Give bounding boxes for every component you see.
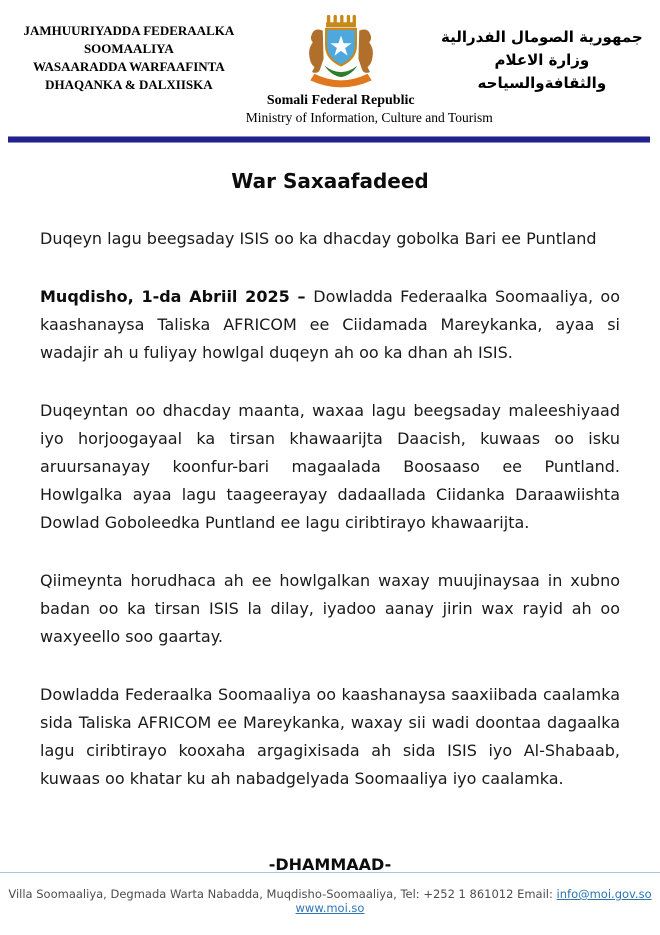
somali-coat-of-arms-icon [291, 14, 391, 92]
footer-email-link[interactable]: info@moi.gov.so [556, 887, 652, 901]
letterhead-ministry-english: Ministry of Information, Culture and Tourism [245, 110, 493, 125]
letterhead-center [245, 14, 493, 126]
letterhead [0, 0, 660, 126]
paragraph [40, 567, 620, 651]
press-release-subtitle: Duqeyn lagu beegsaday ISIS oo ka dhacday gobolka Bari ee Puntland [40, 229, 597, 248]
header-divider-rule [8, 136, 650, 143]
paragraph-text: Duqeyntan oo dhacday maanta, waxaa lagu beegsaday maleeshiyaad iyo horjoogayaal ka tirsan khawaarijta Daacish, kuwaas oo isku aruursanayay koonfur-bari magaalada Boosaaso ee Puntland. Howlgalka ayaa lagu taageerayay dadaallada Ciidanka Daraawiishta Dowlad Goboleedka Puntland ee lagu ciribtirayo khawaarijta. [40, 401, 620, 532]
document-body [0, 225, 660, 874]
paragraph-text: Qiimeynta horudhaca ah ee howlgalkan waxay muujinaysaa in xubno badan oo ka tirsan ISIS la dilay, iyadoo aanay jirin wax rayid ah oo waxyeello soo gaartay. [40, 571, 620, 646]
ministry-name-somali-line: SOOMAALIYA [83, 41, 174, 56]
ministry-name-somali-line: JAMHUURIYADDA FEDERAALKA [23, 23, 235, 38]
ministry-name-somali-line: DHAQANKA & DALXIISKA [45, 77, 213, 92]
ministry-name-arabic [436, 14, 648, 95]
page-title: War Saxaafadeed [231, 169, 429, 193]
palm-leaves [324, 65, 357, 77]
footer-website-link[interactable]: www.moi.so [295, 901, 365, 915]
ministry-name-arabic-line: والثقافةوالسياحه [477, 74, 607, 92]
paragraph-dateline [40, 283, 620, 367]
paragraph-text: Dowladda Federaalka Soomaaliya, oo kaashanaysa Taliska AFRICOM ee Ciidamada Mareykanka, ayaa si wadajir ah u fuliyay howlgal duqeyn ah oo ka dhan ah ISIS. [40, 287, 621, 362]
crown-icon [326, 15, 356, 27]
ministry-name-arabic-line: وزارة الاعلام [494, 51, 590, 69]
paragraph [40, 397, 620, 537]
ministry-name-arabic-line: جمهورية الصومال الفدرالية [440, 28, 643, 46]
ministry-name-somali-line: WASAARADDA WARFAAFINTA [32, 59, 225, 74]
dateline-bold: Muqdisho, 1-da Abriil 2025 – [40, 287, 314, 306]
end-of-release-mark: -DHAMMAAD- [268, 855, 392, 874]
ministry-name-somali [12, 14, 246, 94]
footer-address: Villa Soomaaliya, Degmada Warta Nabadda, Muqdisho-Soomaaliya, Tel: +252 1 861012 Email: [8, 887, 553, 901]
page-footer [0, 872, 660, 935]
letterhead-country-english: Somali Federal Republic [266, 93, 415, 108]
paragraph-text: Dowladda Federaalka Soomaaliya oo kaashanaysa saaxiibada caalamka sida Taliska AFRICOM ee Mareykanka, waxay sii wadi doontaa dagaalka lagu ciribtirayo kooxaha argagixisada ah sida ISIS iyo Al-Shabaab, kuwaas oo khatar ku ah nabadgelyada Soomaaliya iyo caalamka. [40, 685, 620, 788]
paragraph [40, 681, 620, 793]
